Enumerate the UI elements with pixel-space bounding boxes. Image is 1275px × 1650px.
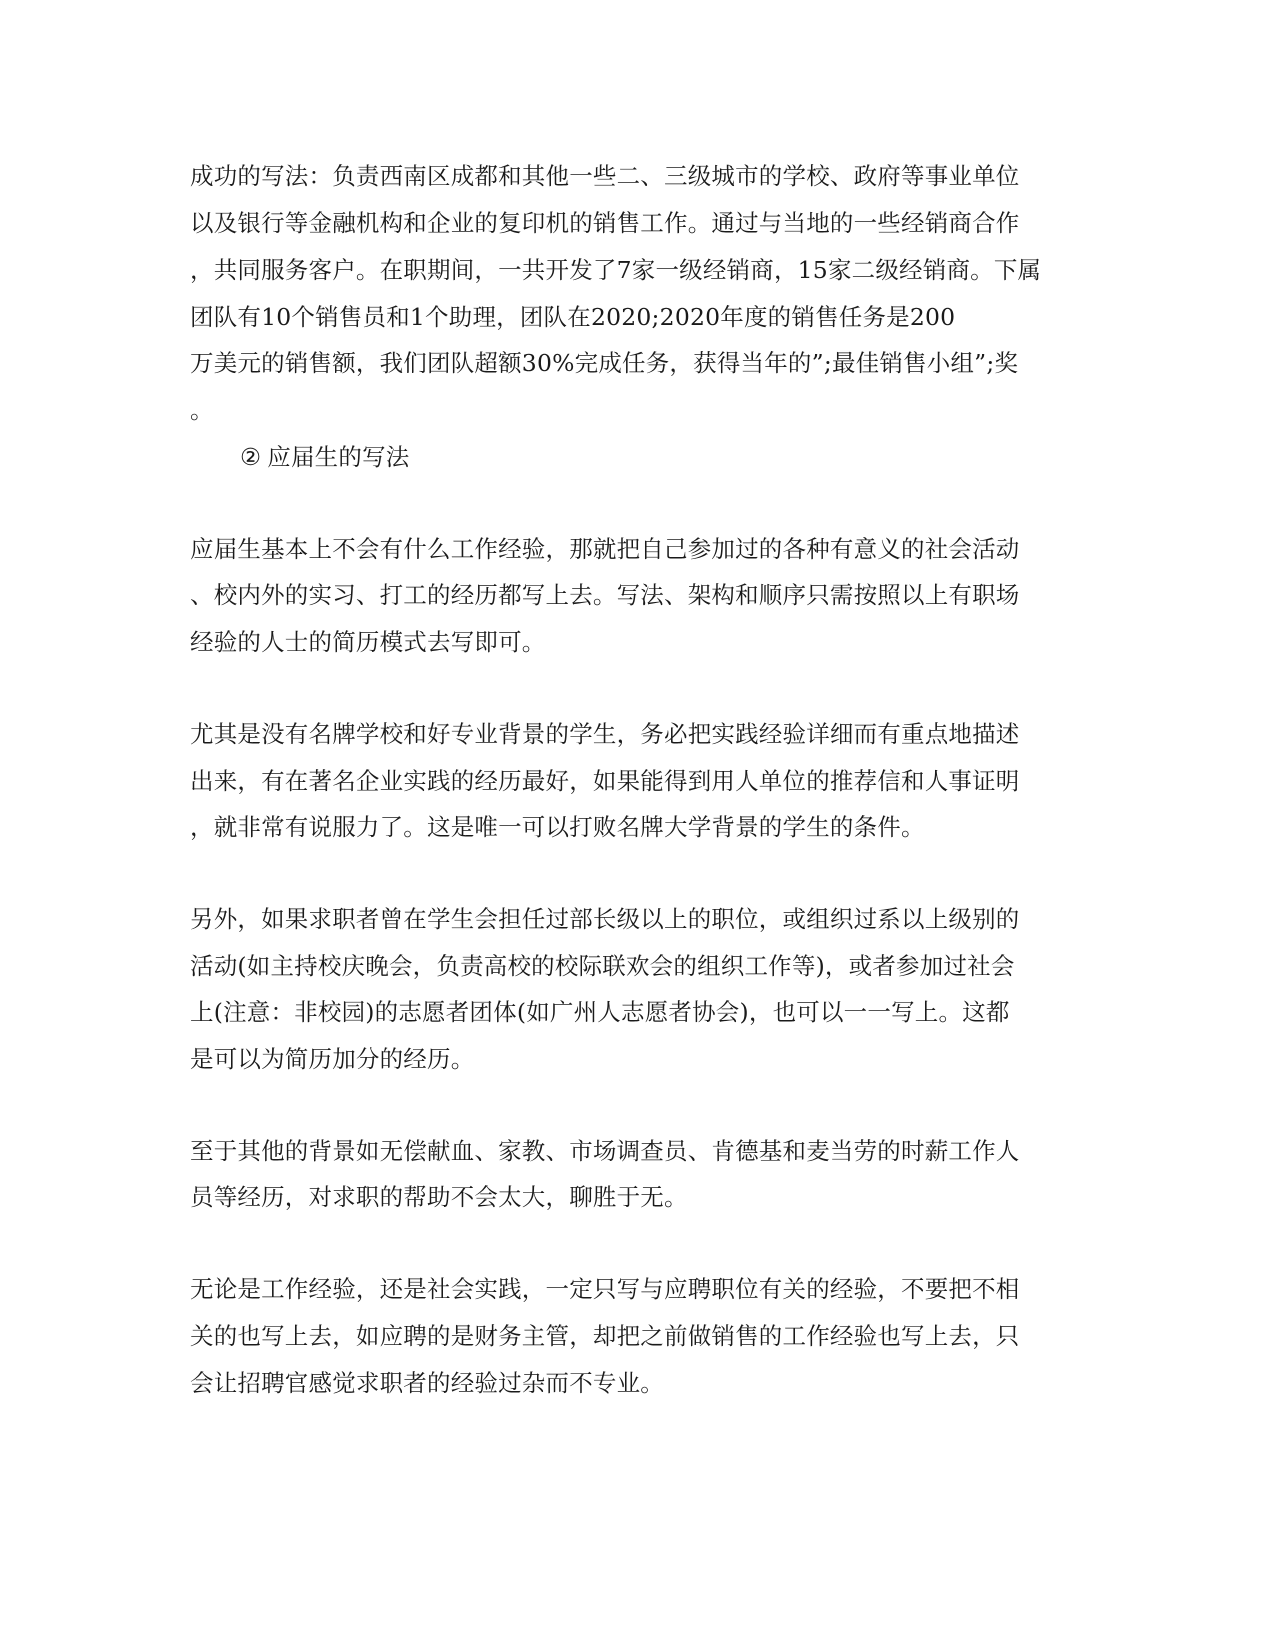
paragraph-line: ，就非常有说服力了。这是唯一可以打败名牌大学背景的学生的条件。 xyxy=(190,813,925,841)
paragraph-line: 、校内外的实习、打工的经历都写上去。写法、架构和顺序只需按照以上有职场 xyxy=(190,581,1020,609)
paragraph-line: 员等经历，对求职的帮助不会太大，聊胜于无。 xyxy=(190,1183,688,1211)
heading-number: ② xyxy=(240,443,262,471)
paragraph-line: 应届生基本上不会有什么工作经验，那就把自己参加过的各种有意义的社会活动 xyxy=(190,535,1020,563)
paragraph-line: 上(注意：非校园)的志愿者团体(如广州人志愿者协会)，也可以一一写上。这都 xyxy=(190,998,1010,1026)
paragraph-line: ，共同服务客户。在职期间，一共开发了7家一级经销商，15家二级经销商。下属 xyxy=(190,256,1042,284)
section-heading xyxy=(240,441,409,473)
paragraph-line: 关的也写上去，如应聘的是财务主管，却把之前做销售的工作经验也写上去，只 xyxy=(190,1322,1020,1350)
paragraph-line: 活动(如主持校庆晚会，负责高校的校际联欢会的组织工作等)，或者参加过社会 xyxy=(190,952,1015,980)
paragraph-line: 会让招聘官感觉求职者的经验过杂而不专业。 xyxy=(190,1369,664,1397)
paragraph-line: 出来，有在著名企业实践的经历最好，如果能得到用人单位的推荐信和人事证明 xyxy=(190,767,1020,795)
paragraph-line: 团队有10个销售员和1个助理，团队在2020;2020年度的销售任务是200 xyxy=(190,303,956,331)
heading-text: 应届生的写法 xyxy=(267,443,410,471)
paragraph-line: 。 xyxy=(190,396,214,424)
paragraph-line: 无论是工作经验，还是社会实践，一定只写与应聘职位有关的经验，不要把不相 xyxy=(190,1275,1020,1303)
paragraph-line: 经验的人士的简历模式去写即可。 xyxy=(190,628,546,656)
paragraph-line: 至于其他的背景如无偿献血、家教、市场调查员、肯德基和麦当劳的时薪工作人 xyxy=(190,1137,1020,1165)
paragraph-line: 是可以为简历加分的经历。 xyxy=(190,1045,475,1073)
paragraph-line: 万美元的销售额，我们团队超额30%完成任务，获得当年的”;最佳销售小组”;奖 xyxy=(190,349,1019,377)
paragraph-line: 成功的写法：负责西南区成都和其他一些二、三级城市的学校、政府等事业单位 xyxy=(190,162,1020,190)
paragraph-line: 另外，如果求职者曾在学生会担任过部长级以上的职位，或组织过系以上级别的 xyxy=(190,905,1020,933)
paragraph-line: 以及银行等金融机构和企业的复印机的销售工作。通过与当地的一些经销商合作 xyxy=(190,209,1020,237)
paragraph-line: 尤其是没有名牌学校和好专业背景的学生，务必把实践经验详细而有重点地描述 xyxy=(190,720,1020,748)
